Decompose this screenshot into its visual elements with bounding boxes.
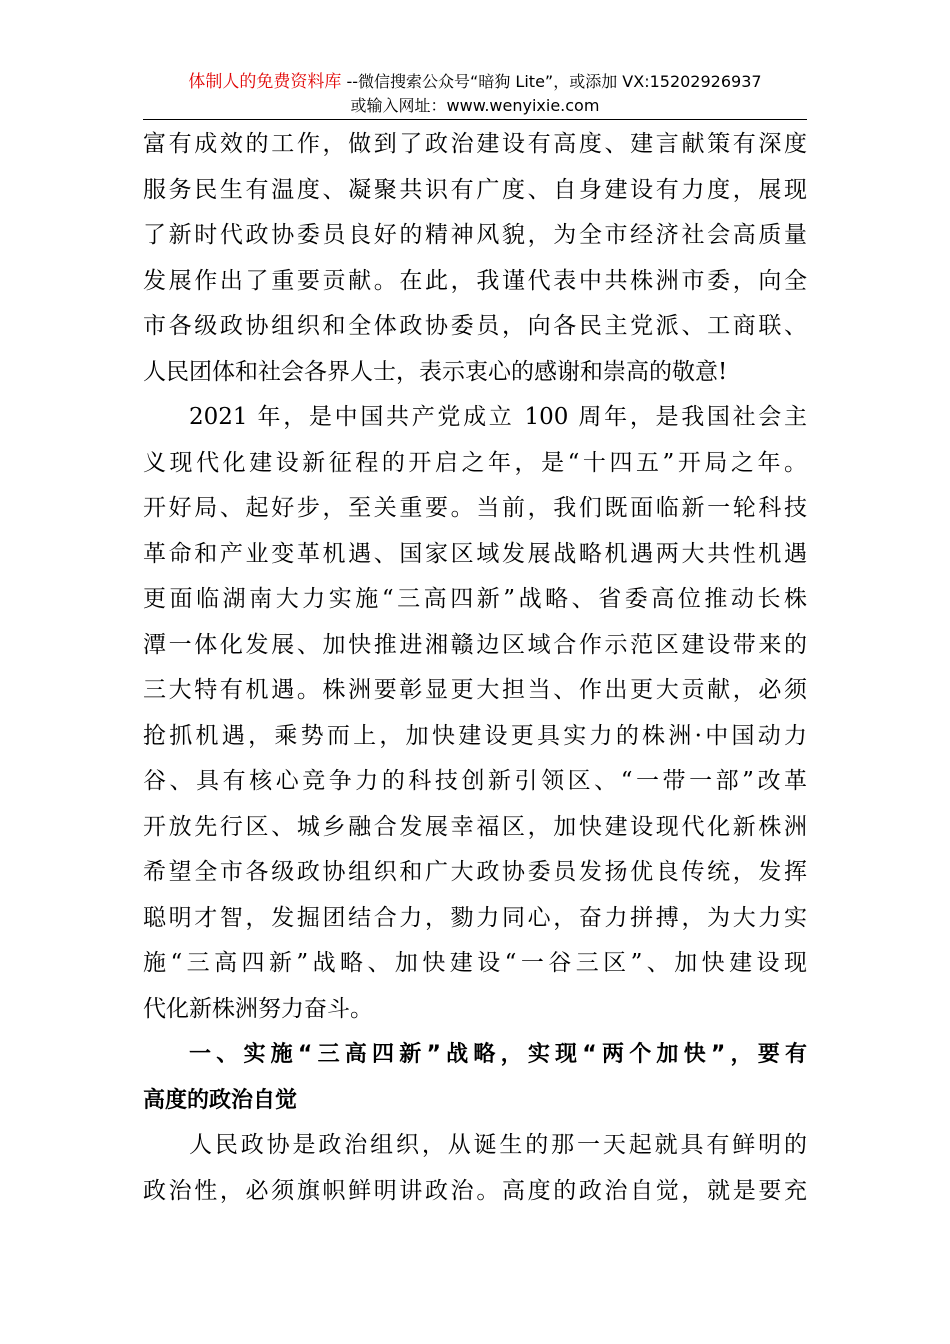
document-body xyxy=(143,122,807,1214)
header-brand: 体制人的免费资料库 xyxy=(188,72,342,92)
text-line: 义现代化建设新征程的开启之年，是“十四五”开局之年。 xyxy=(143,449,807,476)
text-line: 了新时代政协委员良好的精神风貌，为全市经济社会高质量 xyxy=(143,222,807,248)
text-line: 谷、具有核心竞争力的科技创新引领区、“一带一部”改革 xyxy=(143,768,807,794)
text-line: 人民政协是政治组织，从诞生的那一天起就具有鲜明的 xyxy=(189,1132,807,1158)
text-line: 市各级政协组织和全体政协委员，向各民主党派、工商联、 xyxy=(143,313,807,339)
text-line: 2021 年，是中国共产党成立 100 周年，是我国社会主 xyxy=(189,404,807,430)
header-divider xyxy=(143,119,807,120)
header-line-2: 或输入网址：www.wenyixie.com xyxy=(350,96,600,115)
text-line: 抢抓机遇，乘势而上，加快建设更具实力的株洲·中国动力 xyxy=(143,722,807,749)
text-line: 发展作出了重要贡献。在此，我谨代表中共株洲市委，向全 xyxy=(143,267,807,294)
header-line-1 xyxy=(0,70,950,94)
text-line: 开放先行区、城乡融合发展幸福区，加快建设现代化新株洲 xyxy=(143,813,807,840)
text-line: 聪明才智，发掘团结合力，勠力同心，奋力拼搏，为大力实 xyxy=(143,904,807,931)
text-line: 希望全市各级政协组织和广大政协委员发扬优良传统，发挥 xyxy=(143,859,807,885)
text-line: 施“三高四新”战略、加快建设“一谷三区”、加快建设现 xyxy=(143,950,807,976)
section-heading: 高度的政治自觉 xyxy=(143,1087,298,1113)
text-line: 代化新株洲努力奋斗。 xyxy=(143,995,373,1022)
text-line: 政治性，必须旗帜鲜明讲政治。高度的政治自觉，就是要充 xyxy=(143,1177,807,1204)
text-line: 富有成效的工作，做到了政治建设有高度、建言献策有深度 xyxy=(143,131,807,157)
text-line: 开好局、起好步，至关重要。当前，我们既面临新一轮科技 xyxy=(143,495,807,521)
text-line: 革命和产业变革机遇、国家区域发展战略机遇两大共性机遇 xyxy=(143,540,807,567)
text-line: 更面临湖南大力实施“三高四新”战略、省委高位推动长株 xyxy=(143,586,807,612)
text-line: 人民团体和社会各界人士，表示衷心的感谢和崇高的敬意! xyxy=(143,358,728,385)
text-line: 三大特有机遇。株洲要彰显更大担当、作出更大贡献，必须 xyxy=(143,677,807,703)
section-heading: 一、实施“三高四新”战略，实现“两个加快”，要有 xyxy=(189,1042,807,1067)
page-header xyxy=(0,70,950,118)
text-line: 潭一体化发展、加快推进湘赣边区域合作示范区建设带来的 xyxy=(143,631,807,658)
text-line: 服务民生有温度、凝聚共识有广度、自身建设有力度，展现 xyxy=(143,176,807,203)
header-contact: --微信搜索公众号“暗狗 Lite”，或添加 VX:15202926937 xyxy=(341,72,762,91)
